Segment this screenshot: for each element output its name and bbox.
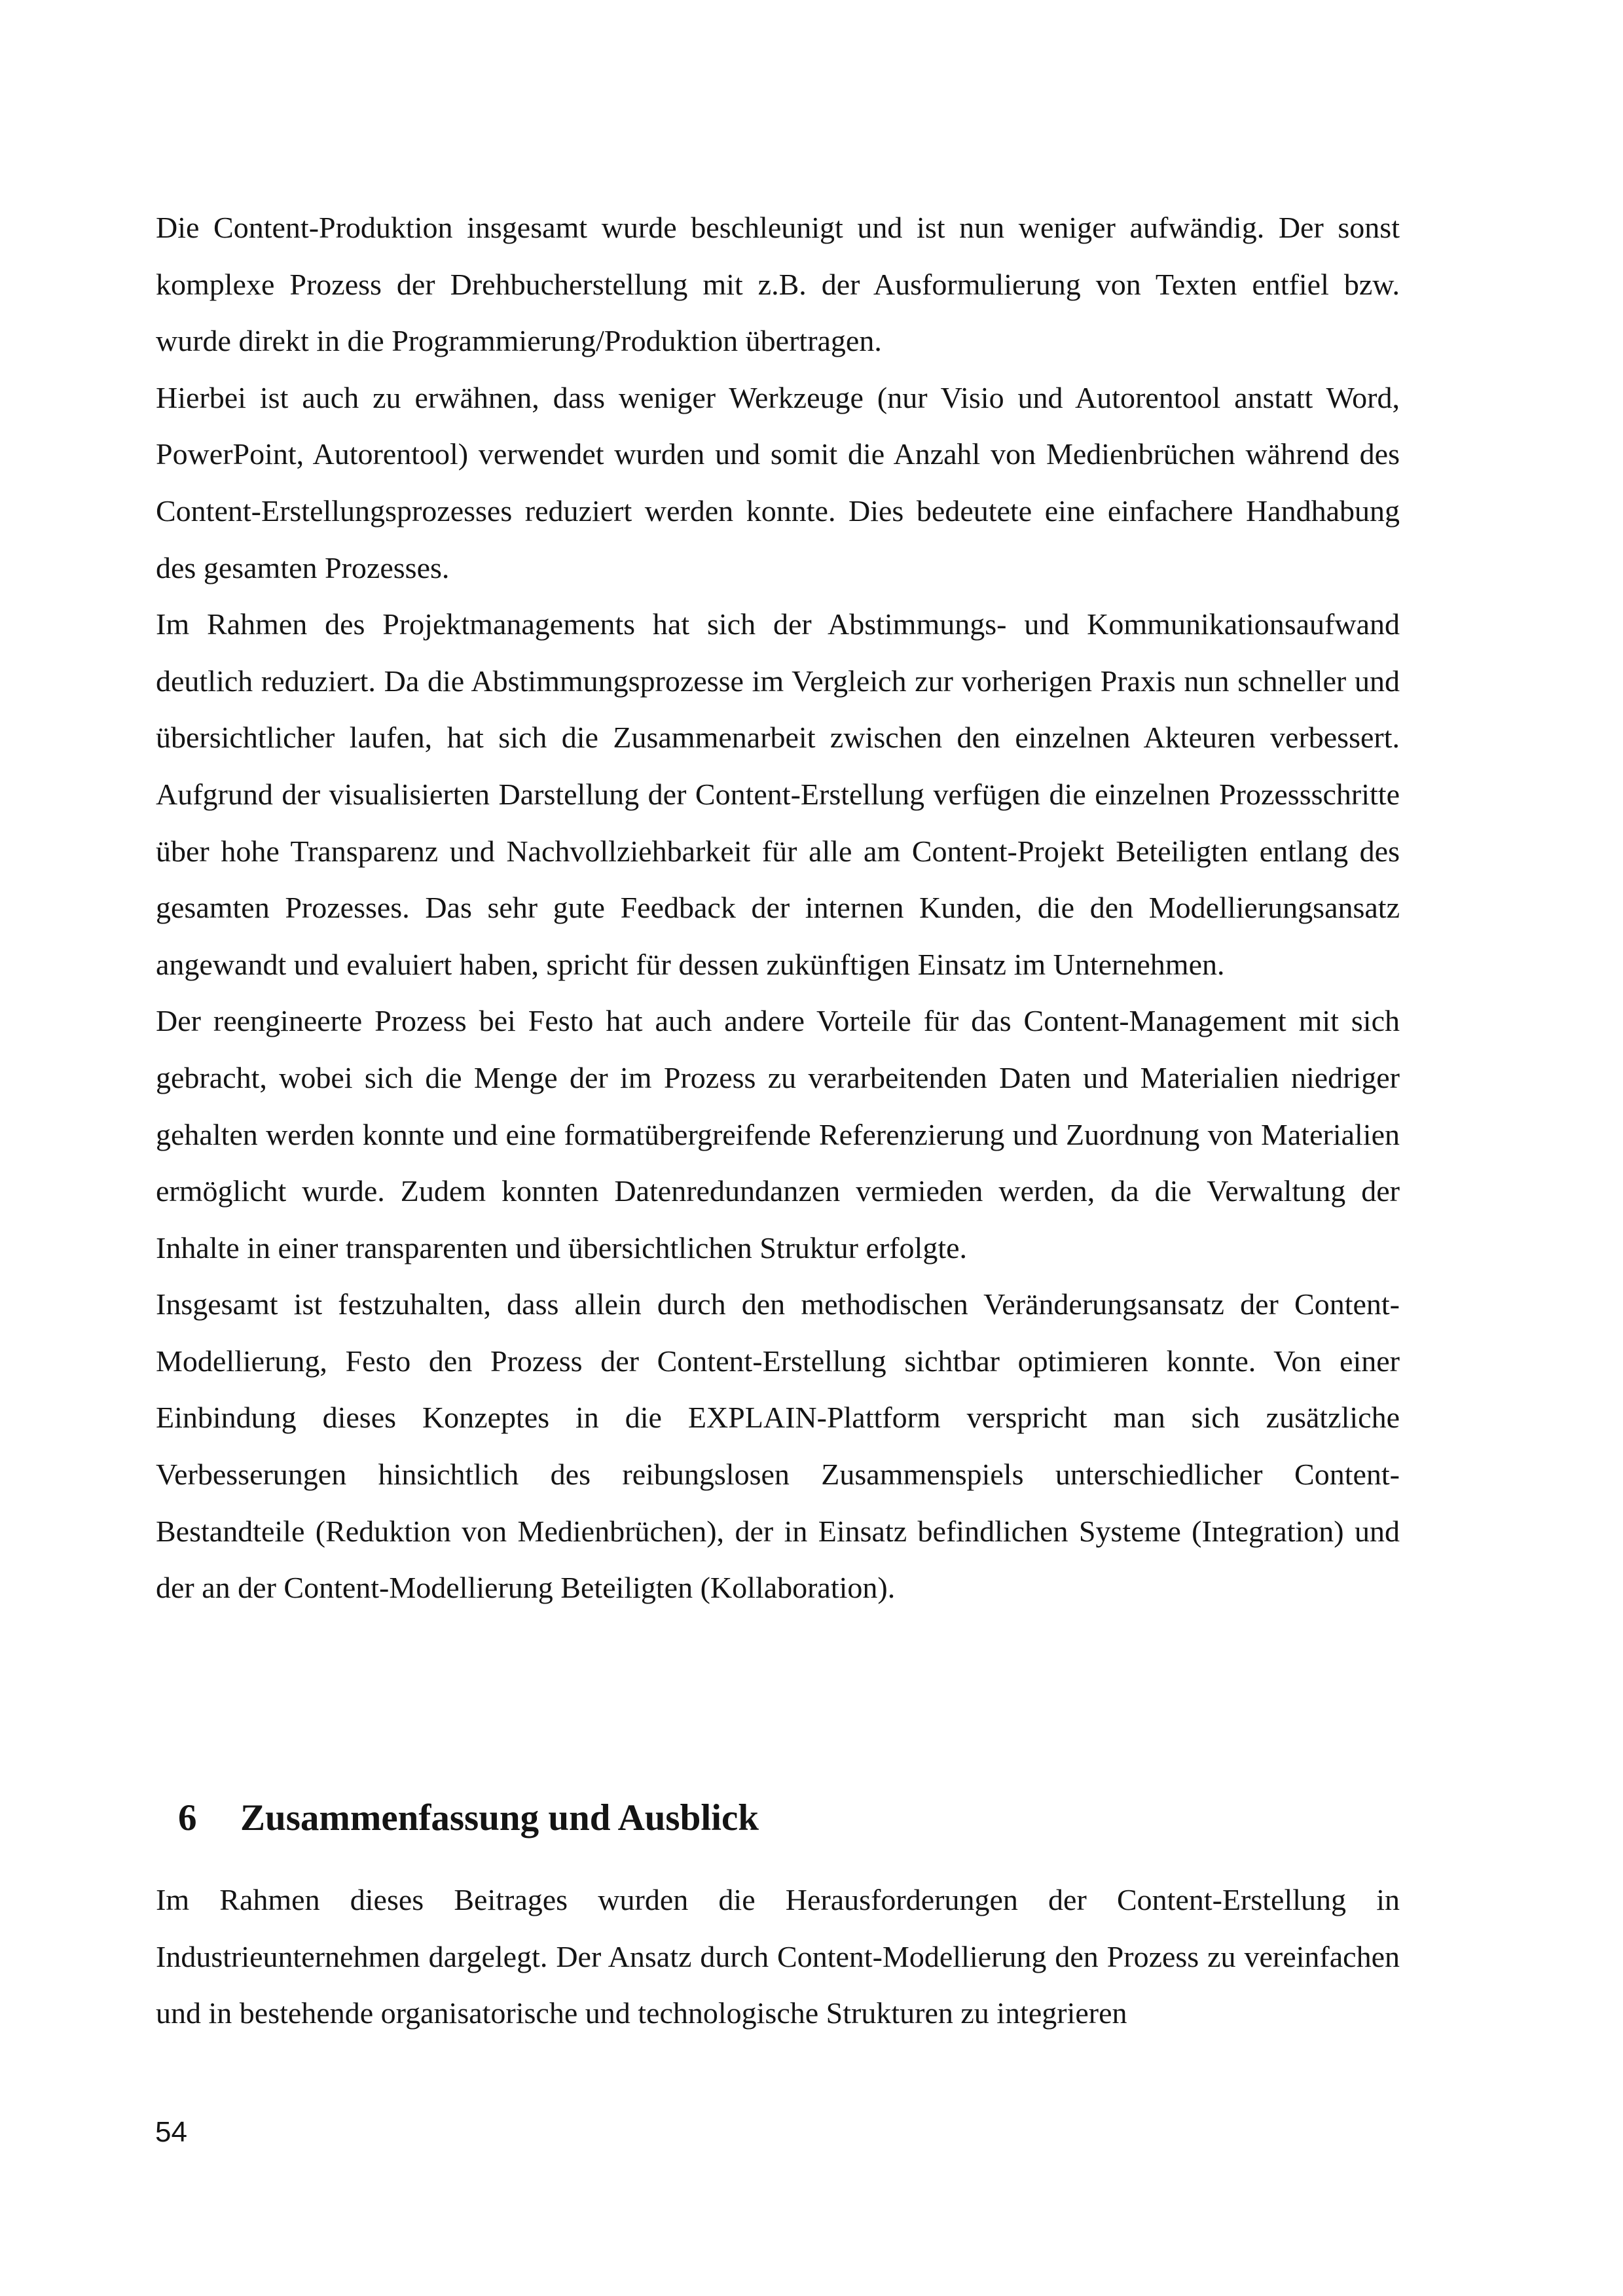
paragraph-reengineered-process: Der reengineerte Prozess bei Festo hat auch andere Vorteile für das Content-Management mit sich gebracht, wobei sich die Menge der im Prozess zu verarbeitenden Daten und Materialien niedriger gehalten werden konnte und eine formatübergreifende Referenzierung und Zuordnung von Materialien ermöglicht wurde. Zudem konnten Datenredundanzen vermieden werden, da die Verwaltung der Inhalte in einer transparenten und übersichtlichen Struktur erfolgte. (156, 1004, 1400, 1265)
section-heading (178, 1792, 759, 1844)
section-title: Zusammenfassung und Ausblick (240, 1797, 759, 1839)
paragraph-summary-festo: Insgesamt ist festzuhalten, dass allein durch den methodischen Veränderungsansatz der Content-Modellierung, Festo den Prozess der Content-Erstellung sichtbar optimieren konnte. Von einer Einbindung dieses Konzeptes in die EXPLAIN-Plattform verspricht man sich zusätzliche Verbesserungen hinsichtlich des reibungslosen Zusammenspiels unterschiedlicher Content-Bestandteile (Reduktion von Medienbrüchen), der in Einsatz befindlichen Systeme (Integration) und der an der Content-Modellierung Beteiligten (Kollaboration). (156, 1287, 1400, 1605)
section-body-text (156, 1872, 1400, 2042)
section-number: 6 (178, 1797, 197, 1839)
page-number: 54 (155, 2116, 187, 2148)
paragraph-project-management: Im Rahmen des Projektmanagements hat sich der Abstimmungs- und Kommunikationsaufwand deutlich reduziert. Da die Abstimmungsprozesse im Vergleich zur vorherigen Praxis nun schneller und übersichtlicher laufen, hat sich die Zusammenarbeit zwischen den einzelnen Akteuren verbessert. Aufgrund der visualisierten Darstellung der Content-Erstellung verfügen die einzelnen Prozessschritte über hohe Transparenz und Nachvollziehbarkeit für alle am Content-Projekt Beteiligten entlang des gesamten Prozesses. Das sehr gute Feedback der internen Kunden, die den Modellierungsansatz angewandt und evaluiert haben, spricht für dessen zukünftigen Einsatz im Unternehmen. (156, 607, 1400, 981)
paragraph-content-production: Die Content-Produktion insgesamt wurde beschleunigt und ist nun weniger aufwändig. Der sonst komplexe Prozess der Drehbucherstellung mit z.B. der Ausformulierung von Texten entfiel bzw. wurde direkt in die Programmierung/Produktion übertragen. (156, 211, 1400, 358)
paragraph-section-intro: Im Rahmen dieses Beitrages wurden die Herausforderungen der Content-Erstellung in Industrieunternehmen dargelegt. Der Ansatz durch Content-Modellierung den Prozess zu vereinfachen und in bestehende organisatorische und technologische Strukturen zu integrieren (156, 1883, 1400, 2030)
body-text-block (156, 200, 1400, 1617)
paragraph-tools-media-breaks: Hierbei ist auch zu erwähnen, dass weniger Werkzeuge (nur Visio und Autorentool anstatt Word, PowerPoint, Autorentool) verwendet wurden und somit die Anzahl von Medienbrüchen während des Content-Erstellungsprozesses reduziert werden konnte. Dies bedeutete eine einfachere Handhabung des gesamten Prozesses. (156, 380, 1400, 584)
